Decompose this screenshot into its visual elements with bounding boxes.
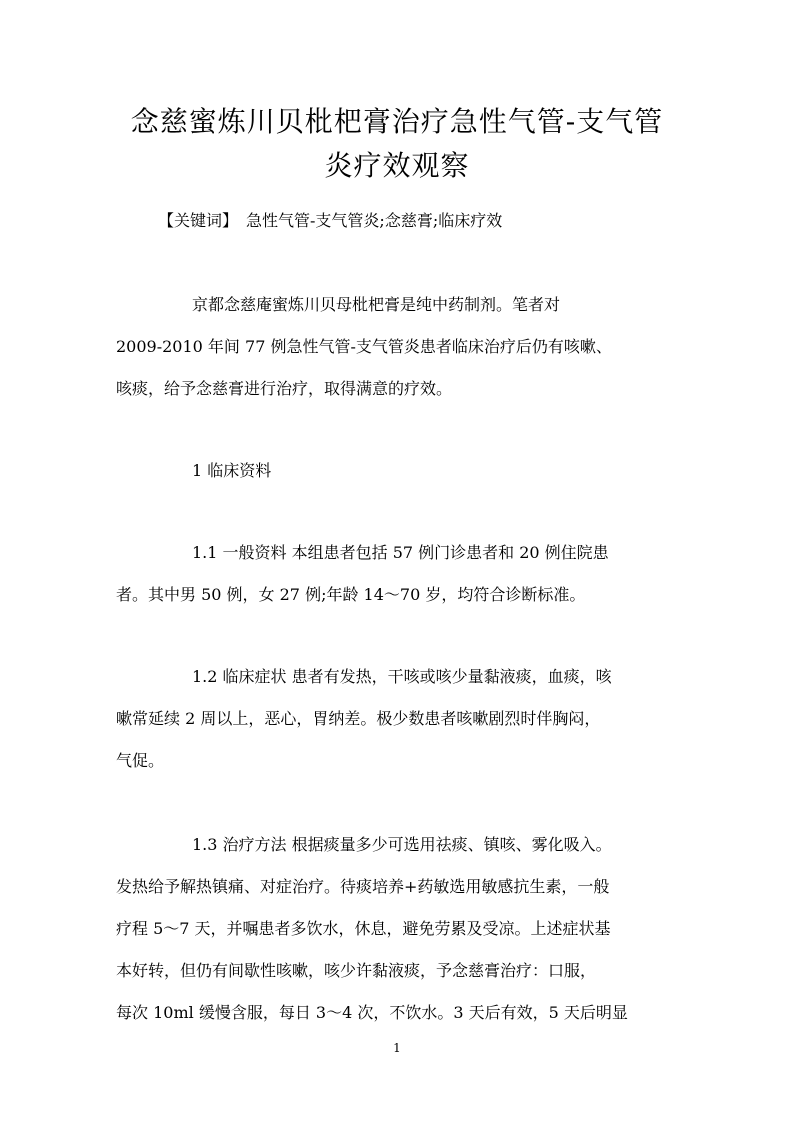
paragraph-line: 气促。 xyxy=(116,751,165,770)
section-1-2-paragraph xyxy=(116,656,688,782)
keywords-value: 急性气管-支气管炎;念慈膏;临床疗效 xyxy=(246,211,503,230)
document-title xyxy=(100,100,694,188)
paragraph-line: 疗程 5～7 天，并嘱患者多饮水，休息，避免劳累及受凉。上述症状基 xyxy=(116,919,611,938)
paragraph-line: 2009-2010 年间 77 例急性气管-支气管炎患者临床治疗后仍有咳嗽、 xyxy=(116,337,612,356)
paragraph-line: 发热给予解热镇痛、对症治疗。待痰培养+药敏选用敏感抗生素，一般 xyxy=(116,877,610,896)
paragraph-line: 者。其中男 50 例，女 27 例;年龄 14～70 岁，均符合诊断标准。 xyxy=(116,585,586,604)
keywords-label: 【关键词】 xyxy=(158,211,239,230)
keywords-line xyxy=(158,208,502,234)
section-1-3-paragraph xyxy=(116,824,688,1034)
section-1-heading xyxy=(116,450,688,492)
paragraph-line: 1.3 治疗方法 根据痰量多少可选用祛痰、镇咳、雾化吸入。 xyxy=(192,835,612,854)
paragraph-line: 咳痰，给予念慈膏进行治疗，取得满意的疗效。 xyxy=(116,379,453,398)
paragraph-line: 京都念慈庵蜜炼川贝母枇杷膏是纯中药制剂。笔者对 xyxy=(192,295,561,314)
paragraph-line: 1.1 一般资料 本组患者包括 57 例门诊患者和 20 例住院患 xyxy=(192,543,609,562)
title-line-1: 念慈蜜炼川贝枇杷膏治疗急性气管-支气管 xyxy=(130,105,664,138)
intro-paragraph xyxy=(116,284,688,410)
page-number: 1 xyxy=(393,1041,401,1055)
title-line-2: 炎疗效观察 xyxy=(324,149,470,182)
paragraph-line: 嗽常延续 2 周以上，恶心，胃纳差。极少数患者咳嗽剧烈时伴胸闷， xyxy=(116,709,601,728)
section-1-1-paragraph xyxy=(116,532,688,616)
paragraph-line: 每次 10ml 缓慢含服，每日 3～4 次，不饮水。3 天后有效，5 天后明显 xyxy=(116,1003,628,1022)
paragraph-line: 本好转，但仍有间歇性咳嗽，咳少许黏液痰，予念慈膏治疗：口服， xyxy=(116,961,597,980)
section-heading: 1 临床资料 xyxy=(192,461,272,480)
paragraph-line: 1.2 临床症状 患者有发热，干咳或咳少量黏液痰，血痰，咳 xyxy=(192,667,612,686)
